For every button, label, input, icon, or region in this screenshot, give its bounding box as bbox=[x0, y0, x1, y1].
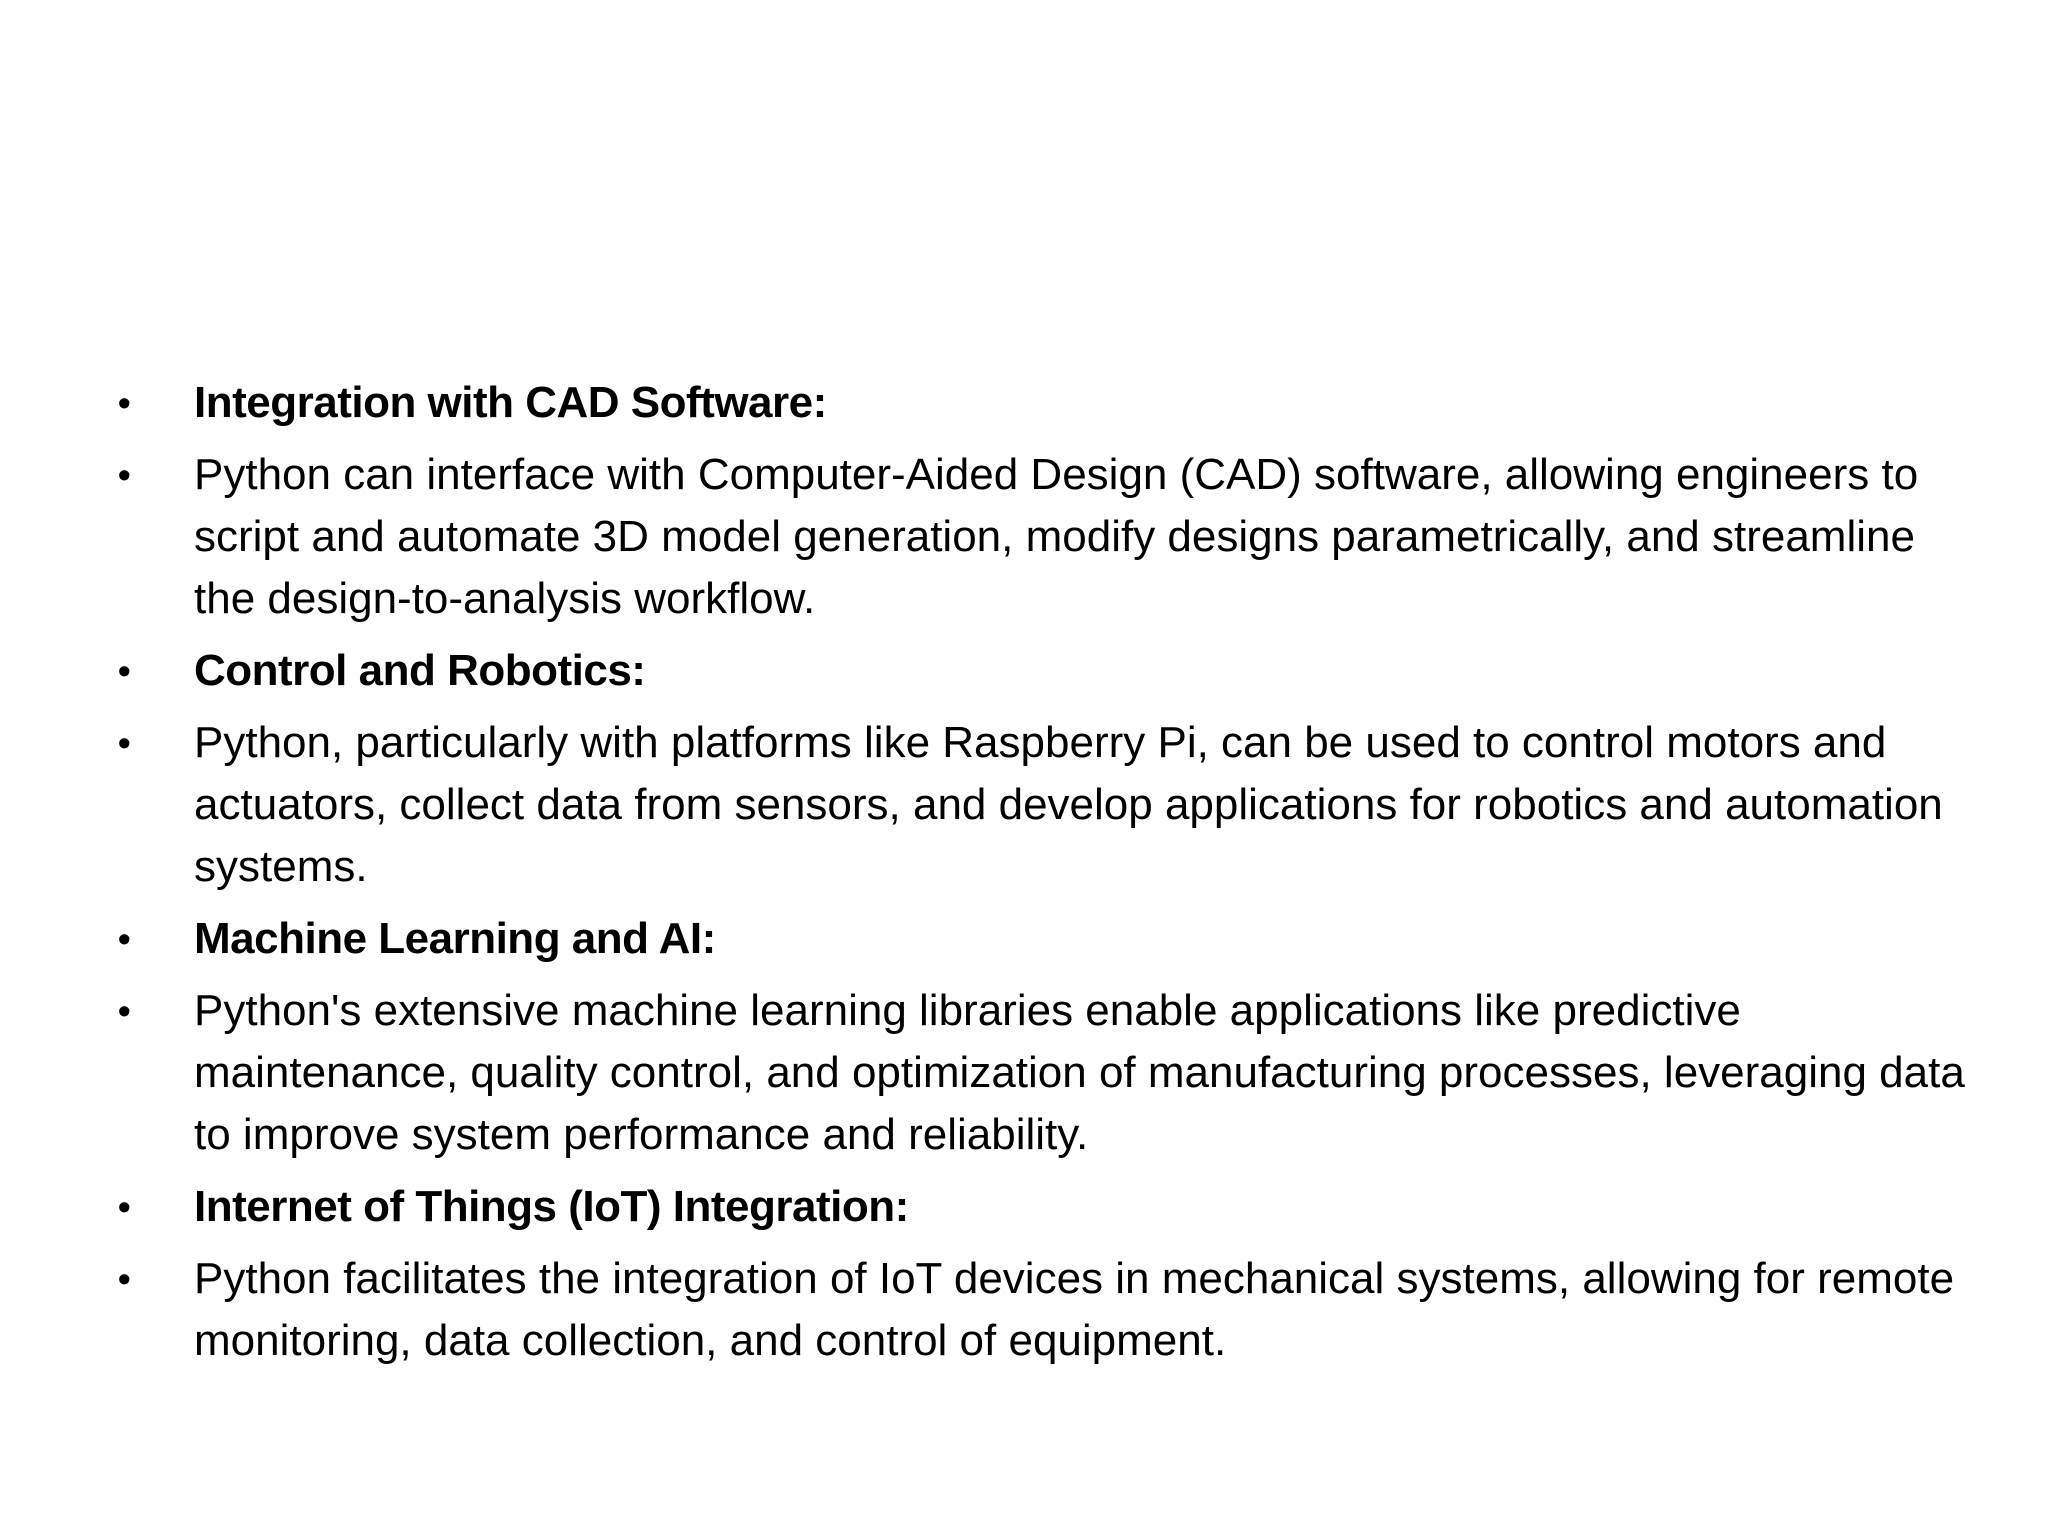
bullet-body-ml bbox=[118, 980, 1978, 1166]
bullet-text: Machine Learning and AI: bbox=[194, 914, 716, 963]
bullet-icon: • bbox=[118, 382, 131, 423]
bullet-icon: • bbox=[118, 1258, 131, 1299]
bullet-icon: • bbox=[118, 918, 131, 959]
bullet-text: Python, particularly with platforms like Raspberry Pi, can be used to control motors and actuators, collect data from sensors, and develop applications for robotics and automation systems. bbox=[194, 718, 1943, 891]
bullet-icon: • bbox=[118, 454, 131, 495]
bullet-text: Control and Robotics: bbox=[194, 646, 646, 695]
bullet-heading-iot bbox=[118, 1176, 1978, 1238]
bullet-body-robotics bbox=[118, 712, 1978, 898]
bullet-icon: • bbox=[118, 990, 131, 1031]
bullet-icon: • bbox=[118, 650, 131, 691]
bullet-text: Python can interface with Computer-Aided Design (CAD) software, allowing engineers to script and automate 3D model generation, modify designs parametrically, and streamline the design-to-analysis workflow. bbox=[194, 450, 1919, 623]
bullet-list bbox=[118, 372, 1978, 1382]
bullet-text: Python's extensive machine learning libraries enable applications like predictive maintenance, quality control, and optimization of manufacturing processes, leveraging data to improve system performance and reliability. bbox=[194, 986, 1965, 1159]
bullet-icon: • bbox=[118, 722, 131, 763]
bullet-text: Internet of Things (IoT) Integration: bbox=[194, 1182, 909, 1231]
bullet-body-cad bbox=[118, 444, 1978, 630]
bullet-text: Integration with CAD Software: bbox=[194, 378, 827, 427]
bullet-heading-cad bbox=[118, 372, 1978, 434]
bullet-icon: • bbox=[118, 1186, 131, 1227]
bullet-body-iot bbox=[118, 1248, 1978, 1372]
bullet-heading-ml bbox=[118, 908, 1978, 970]
bullet-text: Python facilitates the integration of IoT devices in mechanical systems, allowing for remote monitoring, data collection, and control of equipment. bbox=[194, 1254, 1955, 1365]
bullet-heading-robotics bbox=[118, 640, 1978, 702]
